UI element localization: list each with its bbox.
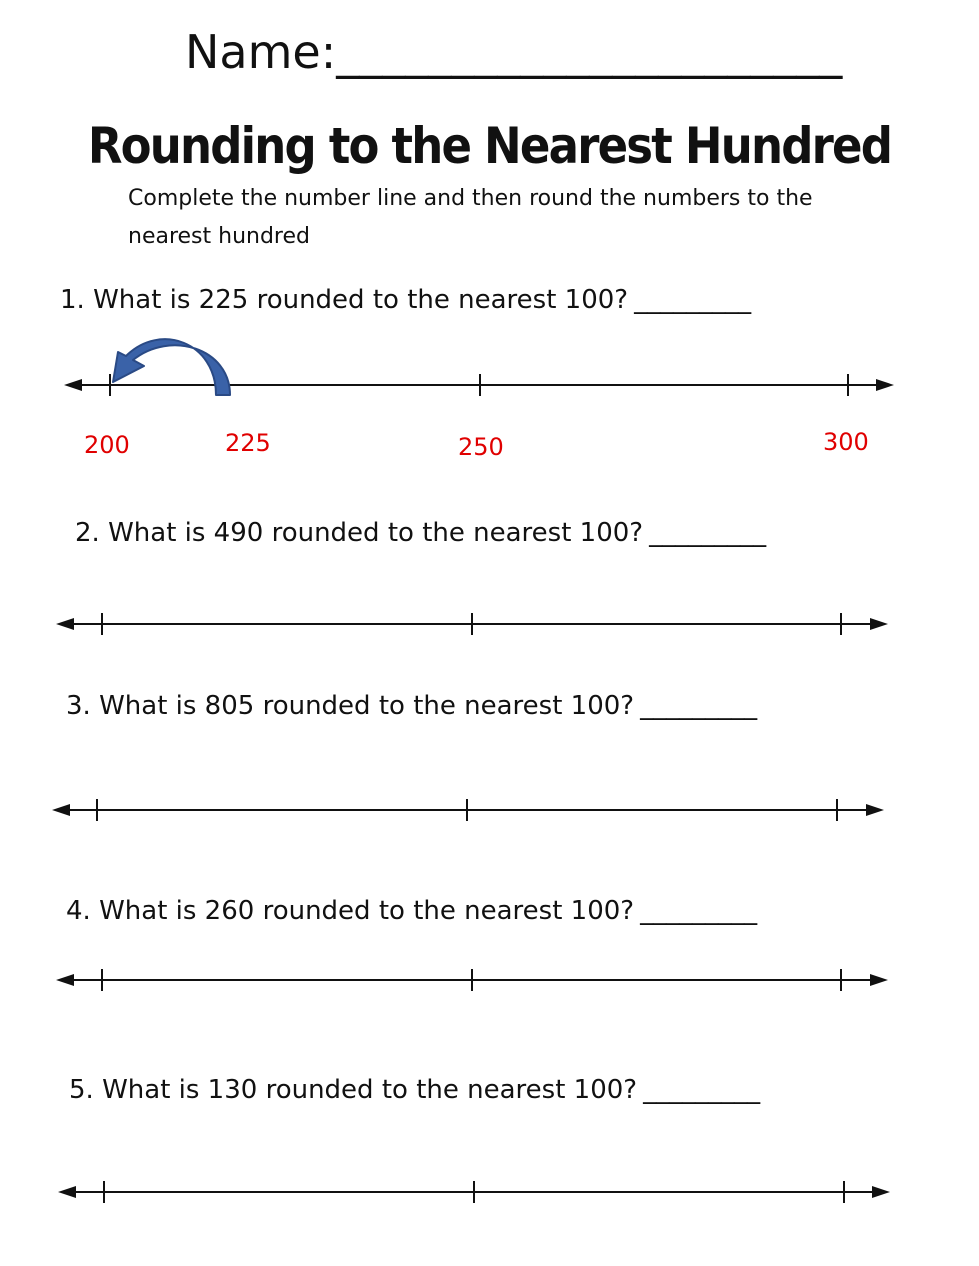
question-4-answer-blank[interactable]: _________ xyxy=(640,896,758,926)
question-2-answer-blank[interactable]: _________ xyxy=(649,518,767,548)
label-225: 225 xyxy=(225,429,271,457)
label-200: 200 xyxy=(84,431,130,459)
name-field-label[interactable]: Name:______________________ xyxy=(185,25,843,79)
question-5-text: 5. What is 130 rounded to the nearest 100? xyxy=(69,1075,638,1105)
question-3-text: 3. What is 805 rounded to the nearest 100? xyxy=(66,691,635,721)
label-250: 250 xyxy=(458,433,504,461)
question-4-text: 4. What is 260 rounded to the nearest 100? xyxy=(66,896,635,926)
question-1-answer-blank[interactable]: _________ xyxy=(634,285,752,315)
question-3-answer-blank[interactable]: _________ xyxy=(640,691,758,721)
question-1-text: 1. What is 225 rounded to the nearest 100? xyxy=(60,285,629,315)
label-300: 300 xyxy=(823,428,869,456)
worksheet-title: Rounding to the Nearest Hundred xyxy=(87,117,892,175)
question-5-answer-blank[interactable]: _________ xyxy=(643,1075,761,1105)
question-2-text: 2. What is 490 rounded to the nearest 100? xyxy=(75,518,644,548)
instructions: Complete the number line and then round the numbers to the nearest hundred xyxy=(128,186,813,249)
